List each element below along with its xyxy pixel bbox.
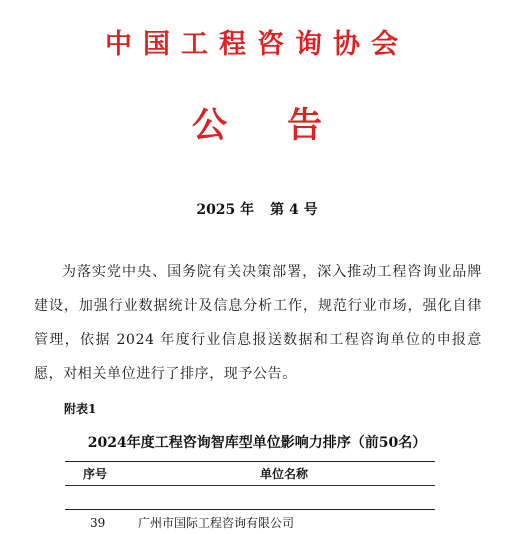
- organization-title: 中国工程咨询协会: [105, 29, 409, 60]
- announcement-title: 公告: [191, 105, 382, 146]
- table-title: 2024年度工程咨询智库型单位影响力排序（前50名）: [87, 435, 427, 451]
- column-header-unit-name: 单位名称: [260, 467, 309, 481]
- document-issue: 第 4 号: [270, 202, 318, 218]
- table-header-row: [65, 465, 435, 483]
- row-number: 39: [90, 516, 106, 530]
- table-header-rule: [65, 485, 435, 486]
- table-bottom-rule: [65, 509, 435, 510]
- table-top-rule: [65, 461, 435, 462]
- row-unit-name: 广州市国际工程咨询有限公司: [138, 516, 295, 530]
- announcement-body: 为落实党中央、国务院有关决策部署，深入推动工程咨询业品牌建设，加强行业数据统计及信息分析工作，规范行业市场，强化自律管理，依据 2024 年度行业信息报送数据和工程咨询单位的申报意愿，对相关单位进行了排序，现予公告。: [34, 264, 482, 382]
- document-year: 2025 年: [196, 202, 255, 218]
- document-number: [0, 200, 514, 220]
- attachment-label: 附表1: [64, 402, 97, 416]
- column-header-number: 序号: [83, 467, 108, 481]
